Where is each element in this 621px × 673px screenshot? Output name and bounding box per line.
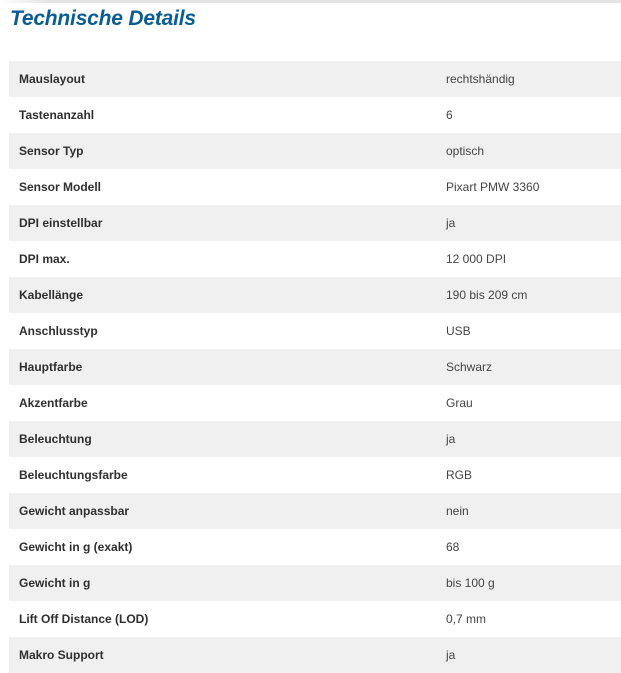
spec-label: DPI max. [19,252,70,266]
spec-row [9,61,621,97]
spec-row [9,385,621,421]
spec-row [9,421,621,457]
spec-value: Schwarz [446,360,493,374]
spec-label: Makro Support [19,648,104,662]
spec-label: Beleuchtung [19,432,92,446]
spec-label: DPI einstellbar [19,216,103,230]
spec-row [9,169,621,205]
spec-row [9,97,621,133]
spec-value: USB [446,324,471,338]
spec-value: 190 bis 209 cm [446,288,528,302]
spec-row [9,457,621,493]
spec-value: optisch [446,144,485,158]
spec-value: ja [446,216,456,230]
spec-table [9,61,621,673]
spec-value: RGB [446,468,473,482]
spec-label: Gewicht in g (exakt) [19,540,133,554]
spec-value: 68 [446,540,460,554]
spec-row [9,637,621,673]
spec-value: Grau [446,396,473,410]
top-divider [0,0,621,3]
spec-label: Lift Off Distance (LOD) [19,612,149,626]
spec-label: Gewicht in g [19,576,91,590]
spec-row [9,277,621,313]
section-title: Technische Details [10,7,196,30]
spec-label: Gewicht anpassbar [19,504,130,518]
spec-row [9,133,621,169]
spec-value: 6 [446,108,453,122]
spec-label: Sensor Modell [19,180,102,194]
spec-label: Anschlusstyp [19,324,98,338]
spec-value: nein [446,504,469,518]
spec-label: Hauptfarbe [19,360,83,374]
spec-value: rechtshändig [446,72,515,86]
spec-row [9,601,621,637]
spec-row [9,349,621,385]
spec-label: Kabellänge [19,288,84,302]
spec-value: 0,7 mm [446,612,487,626]
spec-row [9,313,621,349]
spec-row [9,529,621,565]
spec-row [9,565,621,601]
spec-label: Beleuchtungsfarbe [19,468,128,482]
spec-label: Akzentfarbe [19,396,88,410]
spec-label: Mauslayout [19,72,86,86]
spec-row [9,205,621,241]
spec-value: Pixart PMW 3360 [446,180,540,194]
spec-label: Sensor Typ [19,144,84,158]
spec-row [9,241,621,277]
spec-value: ja [446,432,456,446]
spec-value: ja [446,648,456,662]
spec-label: Tastenanzahl [19,108,95,122]
spec-value: bis 100 g [446,576,495,590]
spec-row [9,493,621,529]
spec-value: 12 000 DPI [446,252,507,266]
